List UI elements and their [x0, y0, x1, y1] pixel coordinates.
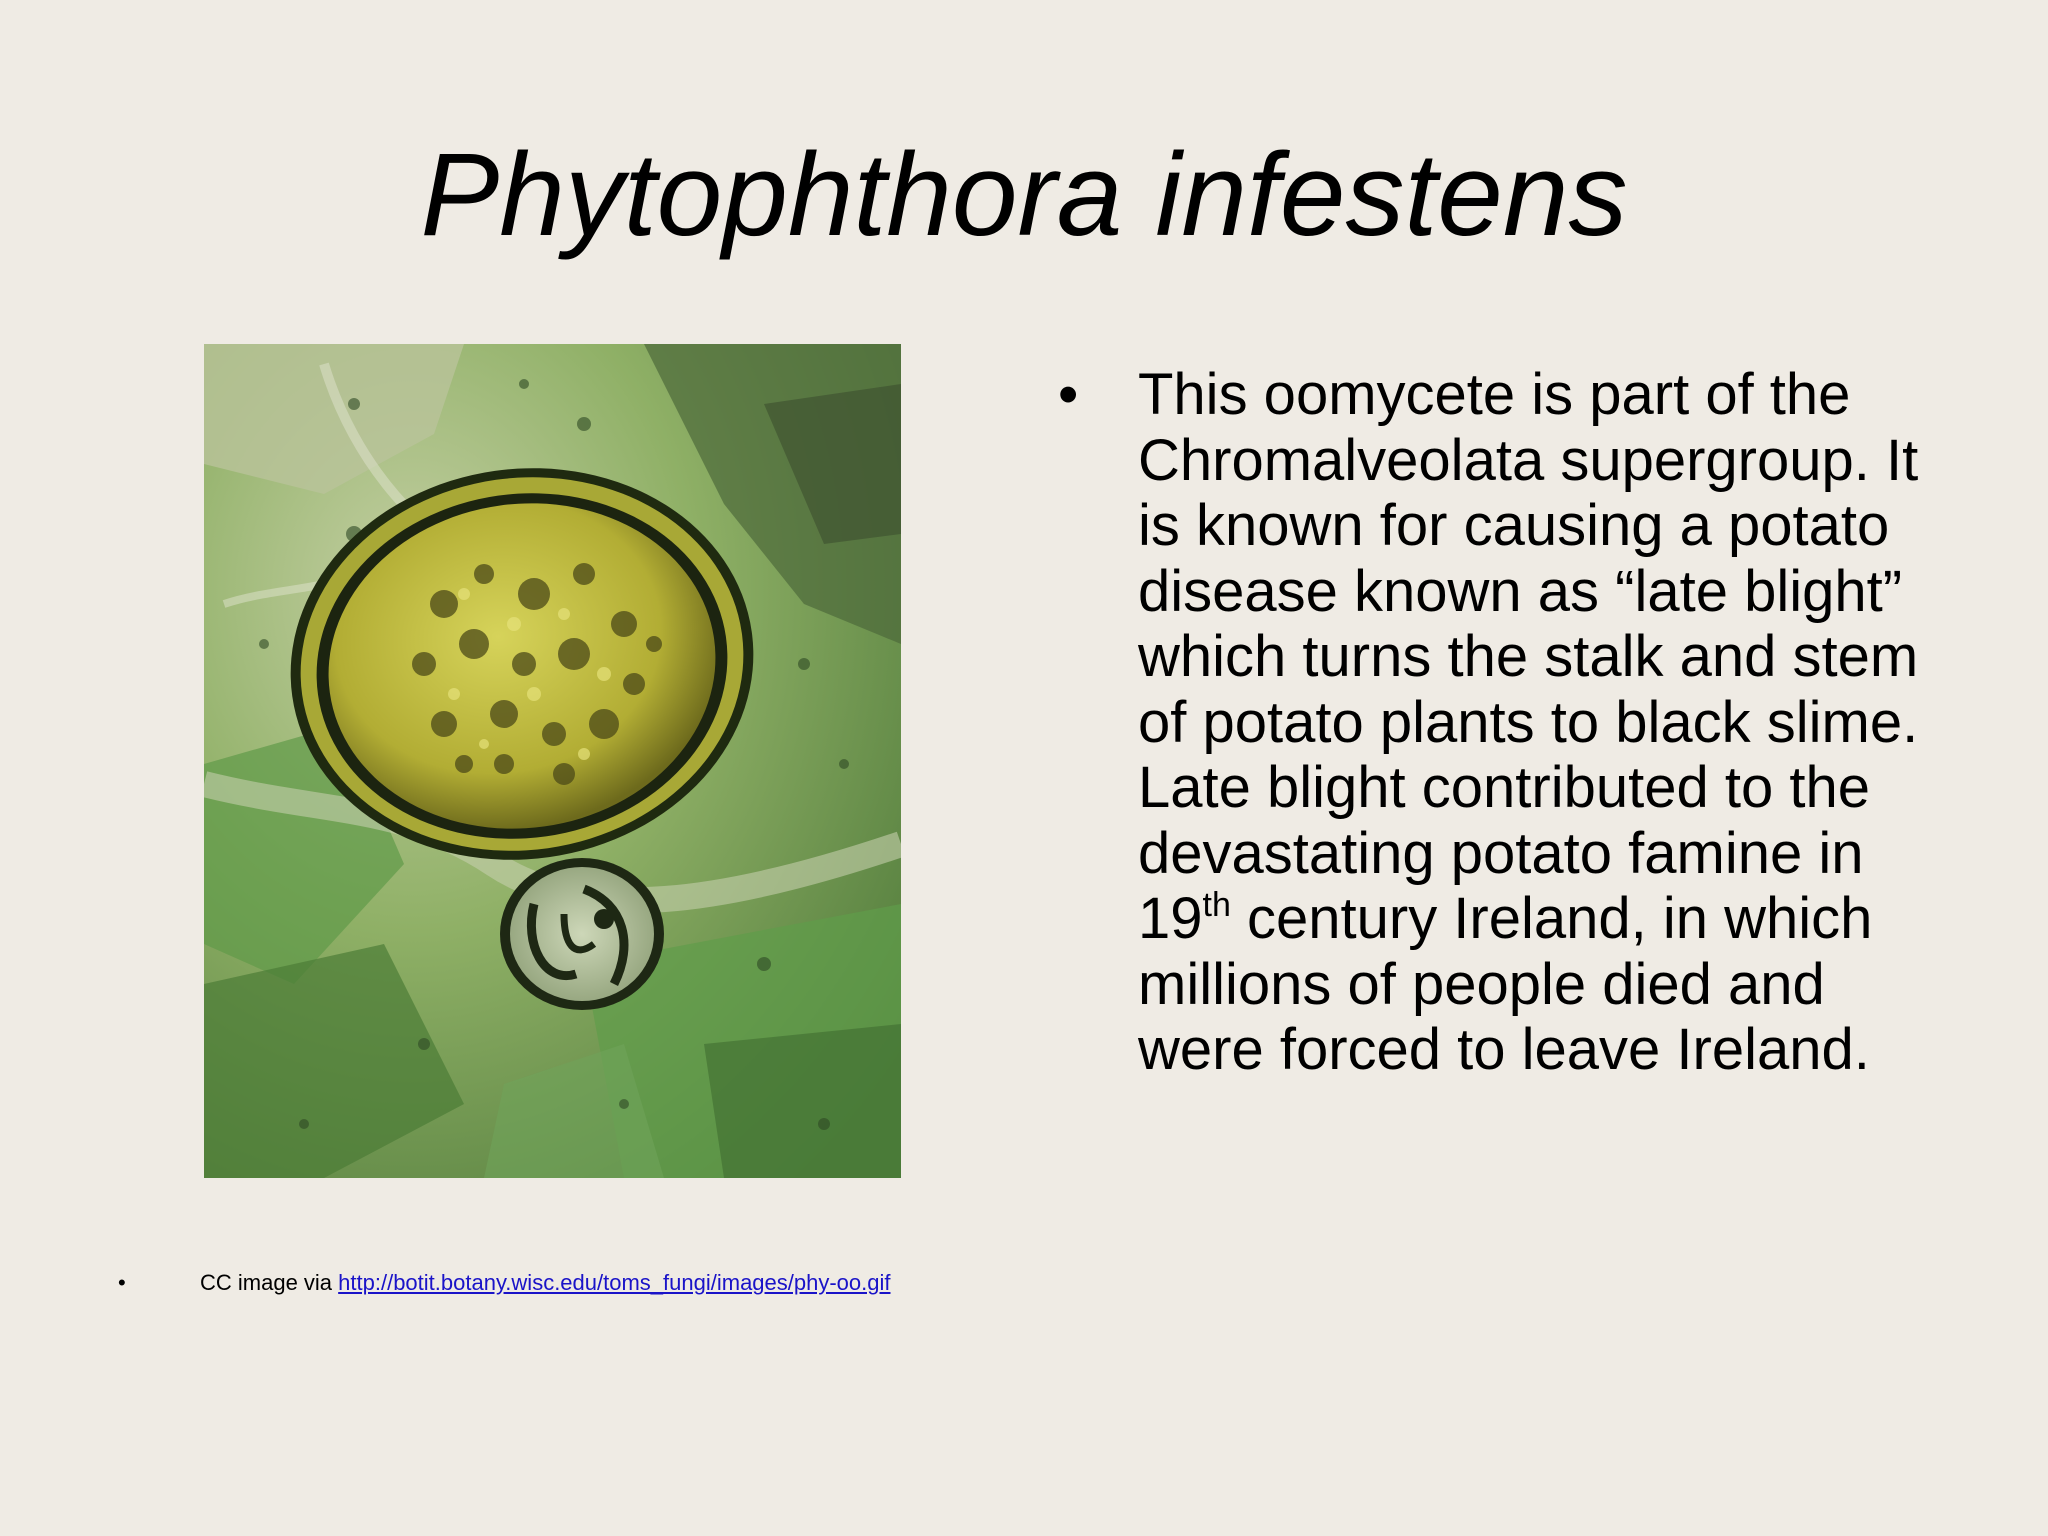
body-bullet-item	[1058, 362, 1938, 1083]
slide-title: Phytophthora infestens	[420, 129, 1628, 261]
body-text-main: This oomycete is part of the Chromalveolata supergroup. It is known for causing a potato disease known as “late blight” which turns the stalk and stem of potato plants to black slime. Late blight contributed to the devastating potato famine in 19	[1138, 362, 1919, 951]
body-text-end: century Ireland, in which millions of people died and were forced to leave Ireland.	[1138, 886, 1873, 1082]
body-bullet-list	[1058, 362, 1938, 1083]
bullet-marker: •	[1058, 362, 1079, 427]
oospore-illustration	[204, 344, 901, 1178]
source-link[interactable]: http://botit.botany.wisc.edu/toms_fungi/images/phy-oo.gif	[338, 1270, 891, 1295]
caption-bullet: •	[118, 1270, 126, 1295]
ordinal-superscript: th	[1202, 886, 1231, 924]
micrograph-image	[204, 344, 901, 1178]
caption-prefix: CC image via	[200, 1270, 339, 1295]
image-caption	[118, 1268, 891, 1298]
